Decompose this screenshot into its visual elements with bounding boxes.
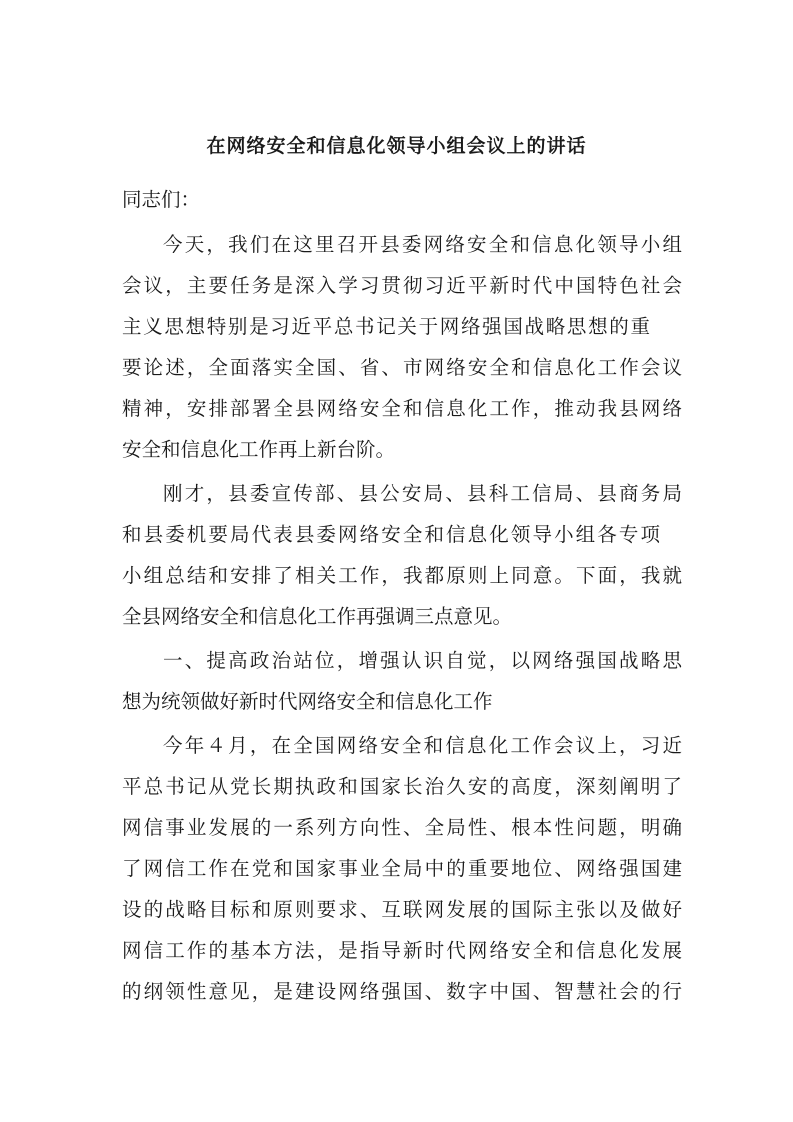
document-title: 在网络安全和信息化领导小组会议上的讲话 <box>206 135 587 157</box>
text-line: 会议，主要任务是深入学习贯彻习近平新时代中国特色社会 <box>122 274 682 297</box>
salutation: 同志们： <box>122 188 201 211</box>
text-line: 小组总结和安排了相关工作，我都原则上同意。下面，我就 <box>122 564 682 587</box>
section-heading-line: 想为统领做好新时代网络安全和信息化工作 <box>122 690 493 713</box>
text-line: 全县网络安全和信息化工作再强调三点意见。 <box>122 605 513 628</box>
text-line: 刚才，县委宣传部、县公安局、县科工信局、县商务局 <box>163 482 682 505</box>
text-line: 设的战略目标和原则要求、互联网发展的国际主张以及做好 <box>122 898 682 921</box>
text-line: 和县委机要局代表县委网络安全和信息化领导小组各专项 <box>122 523 660 546</box>
text-line: 网信事业发展的一系列方向性、全局性、根本性问题，明确 <box>122 816 682 839</box>
text-line: 今年４月，在全国网络安全和信息化工作会议上，习近 <box>163 734 682 757</box>
text-line: 平总书记从党长期执政和国家长治久安的高度，深刻阐明了 <box>122 775 682 798</box>
text-line: 了网信工作在党和国家事业全局中的重要地位、网络强国建 <box>122 857 682 880</box>
text-line: 主义思想特别是习近平总书记关于网络强国战略思想的重 <box>122 315 650 338</box>
text-line: 安全和信息化工作再上新台阶。 <box>122 438 396 461</box>
text-line: 的纲领性意见，是建设网络强国、数字中国、智慧社会的行 <box>122 980 682 1003</box>
text-line: 网信工作的基本方法，是指导新时代网络安全和信息化发展 <box>122 939 682 962</box>
text-line: 今天，我们在这里召开县委网络安全和信息化领导小组 <box>163 233 682 256</box>
section-heading-line: 一、提高政治站位，增强认识自觉，以网络强国战略思 <box>163 649 682 672</box>
text-line: 要论述，全面落实全国、省、市网络安全和信息化工作会议 <box>122 356 682 379</box>
text-line: 精神，安排部署全县网络安全和信息化工作，推动我县网络 <box>122 397 682 420</box>
